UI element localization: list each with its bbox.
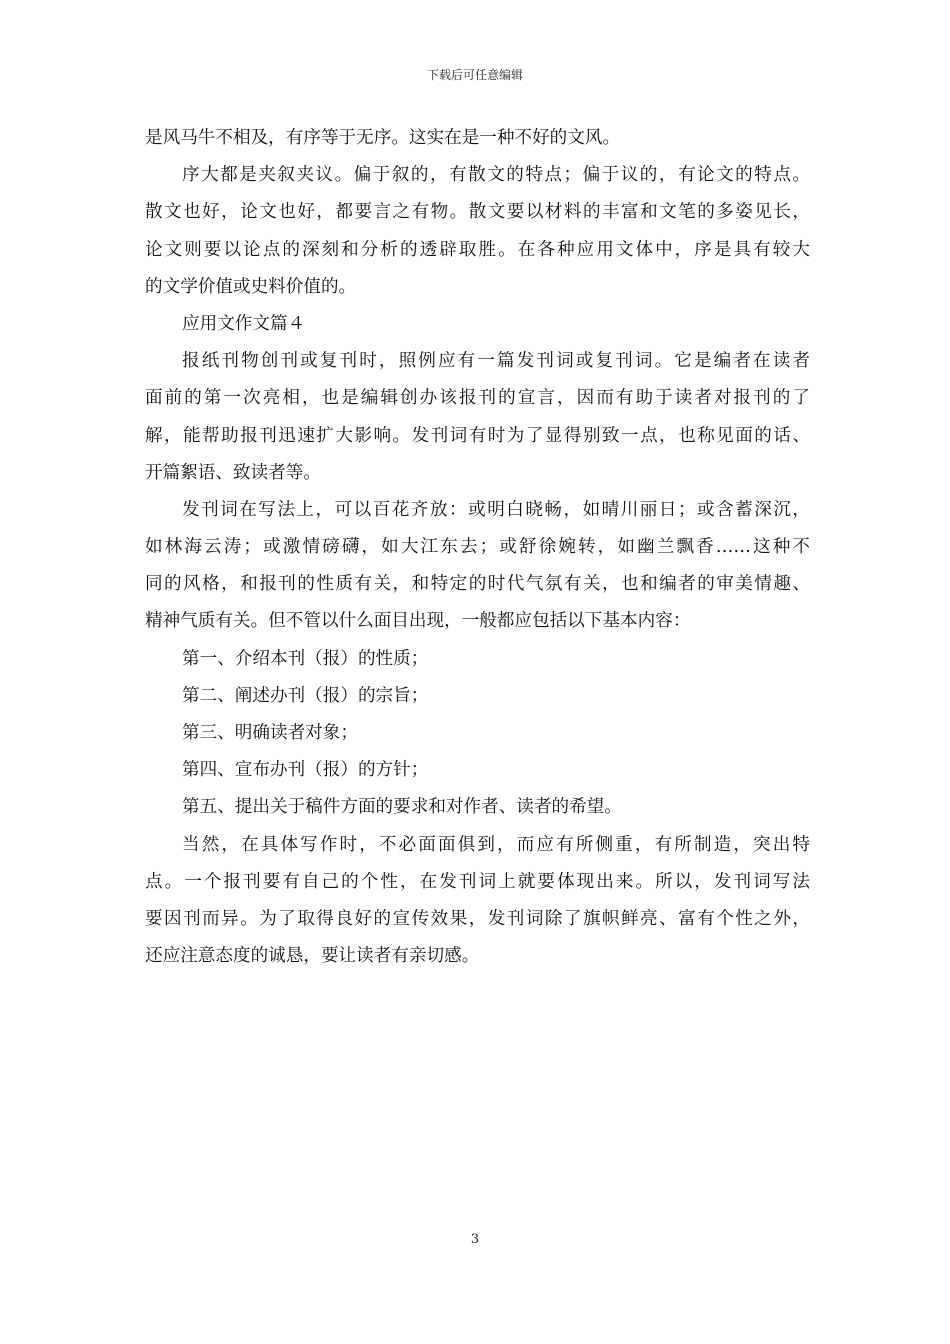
- text-line: 的文学价值或史料价值的。: [145, 276, 357, 297]
- page-number: 3: [470, 1232, 480, 1247]
- section-heading: 应用文作文篇４: [182, 313, 306, 334]
- list-item: 第三、明确读者对象；: [182, 723, 358, 743]
- text-line: 是风马牛不相及，有序等于无序。这实在是一种不好的文风。: [145, 128, 621, 148]
- text-line: 如林海云涛；或激情磅礴，如大江东去；或舒徐婉转，如幽兰飘香……这种不: [145, 537, 810, 558]
- text-line: 发刊词在写法上，可以百花齐放：或明白晓畅，如晴川丽日；或含蓄深沉，: [182, 499, 810, 520]
- text-line: 精神气质有关。但不管以什么面目出现，一般都应包括以下基本内容：: [145, 611, 691, 632]
- text-line: 序大都是夹叙夹议。偏于叙的，有散文的特点；偏于议的，有论文的特点。: [182, 165, 810, 186]
- list-item: 第二、阐述办刊（报）的宗旨；: [182, 685, 429, 706]
- list-item: 第五、提出关于稿件方面的要求和对作者、读者的希望。: [182, 797, 622, 818]
- document-body: [145, 120, 810, 975]
- text-line: 当然，在具体写作时，不必面面俱到，而应有所侧重，有所制造，突出特: [182, 834, 810, 855]
- text-line: 点。一个报刊要有自己的个性，在发刊词上就要体现出来。所以，发刊词写法: [145, 871, 810, 892]
- text-line: 解，能帮助报刊迅速扩大影响。发刊词有时为了显得别致一点，也称见面的话、: [145, 425, 810, 446]
- text-line: 论文则要以论点的深刻和分析的透辟取胜。在各种应用文体中，序是具有较大: [145, 239, 810, 260]
- text-line: 开篇絮语、致读者等。: [145, 462, 321, 483]
- text-line: 报纸刊物创刊或复刊时，照例应有一篇发刊词或复刊词。它是编者在读者: [182, 351, 810, 372]
- text-line: 同的风格，和报刊的性质有关，和特定的时代气氛有关，也和编者的审美情趣、: [145, 574, 810, 595]
- text-line: 要因刊而异。为了取得良好的宣传效果，发刊词除了旗帜鲜亮、富有个性之外，: [145, 908, 810, 929]
- list-item: 第四、宣布办刊（报）的方针；: [182, 760, 429, 781]
- text-line: 还应注意态度的诚恳，要让读者有亲切感。: [145, 946, 480, 967]
- text-line: 散文也好，论文也好，都要言之有物。散文要以材料的丰富和文笔的多姿见长，: [145, 202, 810, 223]
- text-line: 面前的第一次亮相，也是编辑创办该报刊的宣言，因而有助于读者对报刊的了: [145, 388, 810, 409]
- list-item: 第一、介绍本刊（报）的性质；: [182, 648, 429, 669]
- page-header: 下载后可任意编辑: [426, 68, 523, 82]
